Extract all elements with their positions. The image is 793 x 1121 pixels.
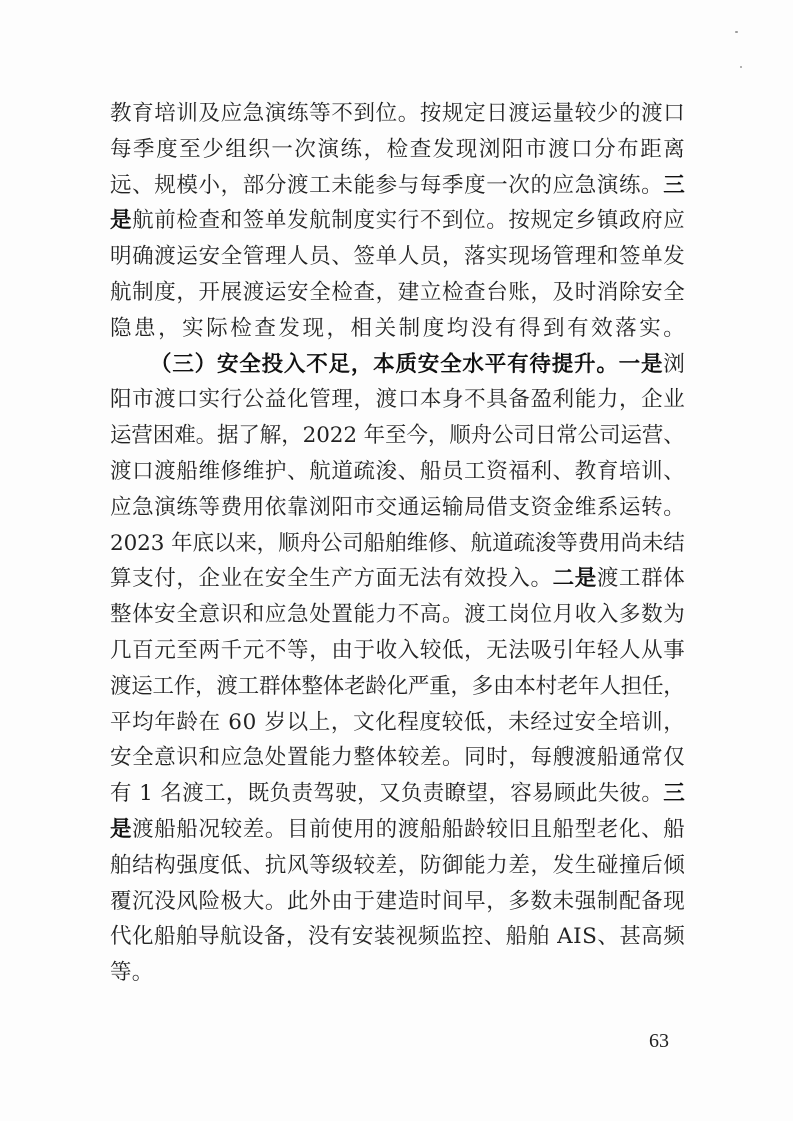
text-line — [110, 490, 685, 526]
text-line — [110, 561, 685, 597]
text-run: 2023 年底以来，顺舟公司船舶维修、航道疏浚等费用尚未结 — [110, 530, 685, 556]
text-line — [110, 812, 685, 848]
text-line — [110, 633, 685, 669]
text-run: 浏 — [663, 351, 686, 377]
bold-text-run: 二是 — [552, 566, 597, 592]
text-line — [110, 597, 685, 633]
bold-text-run: （三）安全投入不足，本质安全水平有待提升。 — [150, 351, 619, 377]
text-run: 明确渡运安全管理人员、签单人员，落实现场管理和签单发 — [110, 244, 686, 270]
page-number: 63 — [649, 1030, 669, 1052]
text-run: 阳市渡口实行公益化管理，渡口本身不具备盈利能力，企业 — [110, 387, 686, 413]
text-line — [110, 848, 685, 884]
text-run: 安全意识和应急处置能力整体较差。同时，每艘渡船通常仅 — [110, 745, 686, 771]
text-run: 代化船舶导航设备，没有安装视频监控、船舶 AIS、甚高频 — [110, 924, 686, 950]
scan-speck — [735, 31, 738, 33]
text-line — [110, 168, 685, 204]
text-line — [110, 526, 685, 562]
scan-speck — [740, 66, 742, 68]
text-line — [110, 705, 685, 741]
text-run: 覆沉没风险极大。此外由于建造时间早，多数未强制配备现 — [110, 888, 686, 914]
body-text — [110, 96, 688, 991]
text-line — [110, 382, 685, 418]
text-line — [110, 418, 685, 454]
text-line — [110, 311, 688, 347]
text-run: 应急演练等费用依靠浏阳市交通运输局借支资金维系运转。 — [110, 494, 686, 520]
text-line — [110, 239, 685, 275]
text-run: 每季度至少组织一次演练，检查发现浏阳市渡口分布距离 — [110, 136, 687, 162]
text-run: 渡口渡船维修维护、航道疏浚、船员工资福利、教育培训、 — [110, 458, 686, 484]
bold-text-run: 三 — [663, 781, 686, 807]
text-run: 整体安全意识和应急处置能力不高。渡工岗位月收入多数为 — [110, 602, 686, 628]
text-run: 渡工群体 — [596, 566, 686, 592]
text-line — [110, 669, 685, 705]
text-line — [110, 776, 685, 812]
text-line — [110, 347, 685, 383]
text-line — [110, 132, 685, 168]
text-line — [110, 275, 685, 311]
text-line — [110, 919, 685, 955]
text-run: 有 1 名渡工，既负责驾驶，又负责瞭望，容易顾此失彼。 — [110, 781, 664, 807]
text-run: 航制度，开展渡运安全检查，建立检查台账，及时消除安全 — [110, 279, 686, 305]
text-line — [110, 203, 685, 239]
text-run: 教育培训及应急演练等不到位。按规定日渡运量较少的渡口 — [110, 101, 686, 126]
bold-text-run: 一是 — [618, 351, 664, 377]
text-run: 运营困难。据了解，2022 年至今，顺舟公司日常公司运营、 — [110, 423, 685, 449]
text-run: 平均年龄在 60 岁以上，文化程度较低，未经过安全培训， — [110, 709, 686, 735]
bold-text-run: 三 — [663, 172, 686, 198]
text-line — [110, 955, 685, 991]
text-line — [110, 96, 685, 132]
text-run: 渡运工作，渡工群体整体老龄化严重，多由本村老年人担任， — [110, 673, 685, 699]
text-run: 几百元至两千元不等，由于收入较低，无法吸引年轻人从事 — [110, 637, 686, 663]
text-line — [110, 884, 685, 920]
text-run: 远、规模小，部分渡工未能参与每季度一次的应急演练。 — [110, 172, 664, 198]
bold-text-run: 是 — [110, 208, 133, 234]
text-line — [110, 454, 685, 490]
bold-text-run: 是 — [110, 816, 133, 842]
text-run: 航前检查和签单发航制度实行不到位。按规定乡镇政府应 — [132, 208, 686, 234]
text-run: 渡船船况较差。目前使用的渡船船龄较旧且船型老化、船 — [132, 816, 686, 842]
text-run: 隐患，实际检查发现，相关制度均没有得到有效落实。 — [110, 315, 688, 341]
text-run: 算支付，企业在安全生产方面无法有效投入。 — [110, 566, 553, 592]
text-run: 舶结构强度低、抗风等级较差，防御能力差，发生碰撞后倾 — [110, 852, 686, 878]
text-run: 等。 — [110, 960, 154, 986]
text-line — [110, 740, 685, 776]
